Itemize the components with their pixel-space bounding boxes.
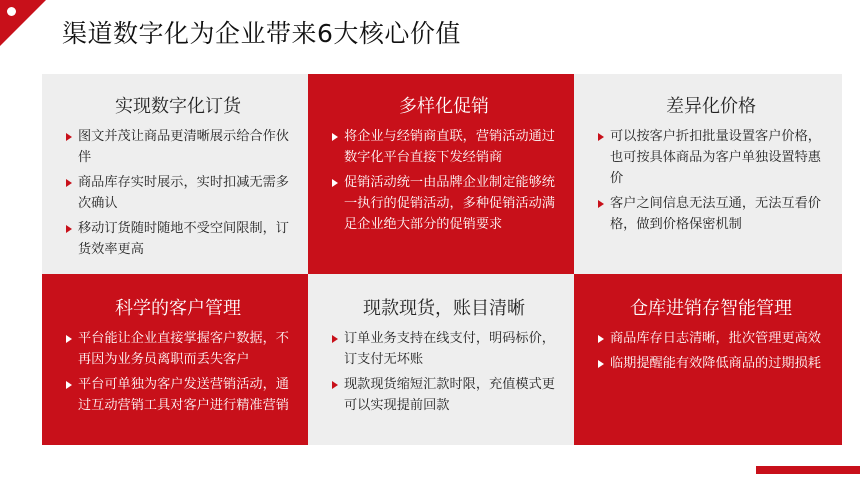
list-item [332, 126, 556, 168]
triangle-bullet-icon [598, 200, 604, 208]
triangle-bullet-icon [66, 381, 72, 389]
card-points [66, 126, 290, 260]
list-item [66, 172, 290, 214]
point-text: 促销活动统一由品牌企业制定能够统一执行的促销活动，多种促销活动满足企业绝大部分的促销要求 [344, 175, 555, 232]
list-item [598, 193, 824, 235]
list-item [66, 374, 290, 416]
list-item [598, 328, 824, 349]
card-title: 差异化价格 [666, 96, 756, 117]
triangle-bullet-icon [66, 179, 72, 187]
triangle-bullet-icon [66, 225, 72, 233]
point-text: 可以按客户折扣批量设置客户价格，也可按具体商品为客户单独设置特惠价 [610, 129, 821, 186]
card-points [598, 126, 824, 235]
card-differentiated-pricing [574, 74, 842, 274]
triangle-bullet-icon [332, 381, 338, 389]
card-digital-ordering [42, 74, 308, 274]
list-item [598, 353, 824, 374]
card-points [66, 328, 290, 416]
card-cash-payment [308, 274, 574, 445]
corner-dot-icon [7, 7, 16, 16]
triangle-bullet-icon [66, 335, 72, 343]
list-item [66, 126, 290, 168]
point-text: 订单业务支持在线支付，明码标价，订支付无坏账 [344, 331, 555, 367]
card-inventory-management [574, 274, 842, 445]
triangle-bullet-icon [332, 179, 338, 187]
card-title: 实现数字化订货 [115, 96, 241, 117]
triangle-bullet-icon [66, 133, 72, 141]
list-item [332, 374, 556, 416]
list-item [332, 328, 556, 370]
triangle-bullet-icon [598, 133, 604, 141]
point-text: 平台能让企业直接掌握客户数据，不再因为业务员离职而丢失客户 [78, 331, 289, 367]
card-customer-management [42, 274, 308, 445]
triangle-bullet-icon [332, 335, 338, 343]
bottom-accent-bar [756, 466, 860, 474]
card-points [598, 328, 824, 374]
card-title: 现款现货，账目清晰 [363, 298, 525, 319]
page-title: 渠道数字化为企业带来6大核心价值 [62, 19, 461, 48]
point-text: 商品库存日志清晰，批次管理更高效 [610, 331, 821, 346]
point-text: 商品库存实时展示，实时扣减无需多次确认 [78, 175, 289, 211]
value-grid [42, 74, 842, 445]
card-title: 多样化促销 [399, 96, 489, 117]
card-points [332, 126, 556, 235]
triangle-bullet-icon [332, 133, 338, 141]
card-title: 仓库进销存智能管理 [630, 298, 792, 319]
list-item [66, 218, 290, 260]
point-text: 图文并茂让商品更清晰展示给合作伙伴 [78, 129, 289, 165]
triangle-bullet-icon [598, 335, 604, 343]
point-text: 移动订货随时随地不受空间限制，订货效率更高 [78, 221, 289, 257]
point-text: 临期提醒能有效降低商品的过期损耗 [610, 356, 821, 371]
card-title: 科学的客户管理 [115, 298, 241, 319]
list-item [332, 172, 556, 235]
card-diverse-promotions [308, 74, 574, 274]
card-points [332, 328, 556, 416]
corner-decoration [0, 0, 46, 46]
list-item [66, 328, 290, 370]
list-item [598, 126, 824, 189]
point-text: 客户之间信息无法互通，无法互看价格，做到价格保密机制 [610, 196, 821, 232]
point-text: 现款现货缩短汇款时限，充值模式更可以实现提前回款 [344, 377, 555, 413]
triangle-bullet-icon [598, 360, 604, 368]
point-text: 将企业与经销商直联，营销活动通过数字化平台直接下发经销商 [344, 129, 555, 165]
point-text: 平台可单独为客户发送营销活动，通过互动营销工具对客户进行精准营销 [78, 377, 289, 413]
